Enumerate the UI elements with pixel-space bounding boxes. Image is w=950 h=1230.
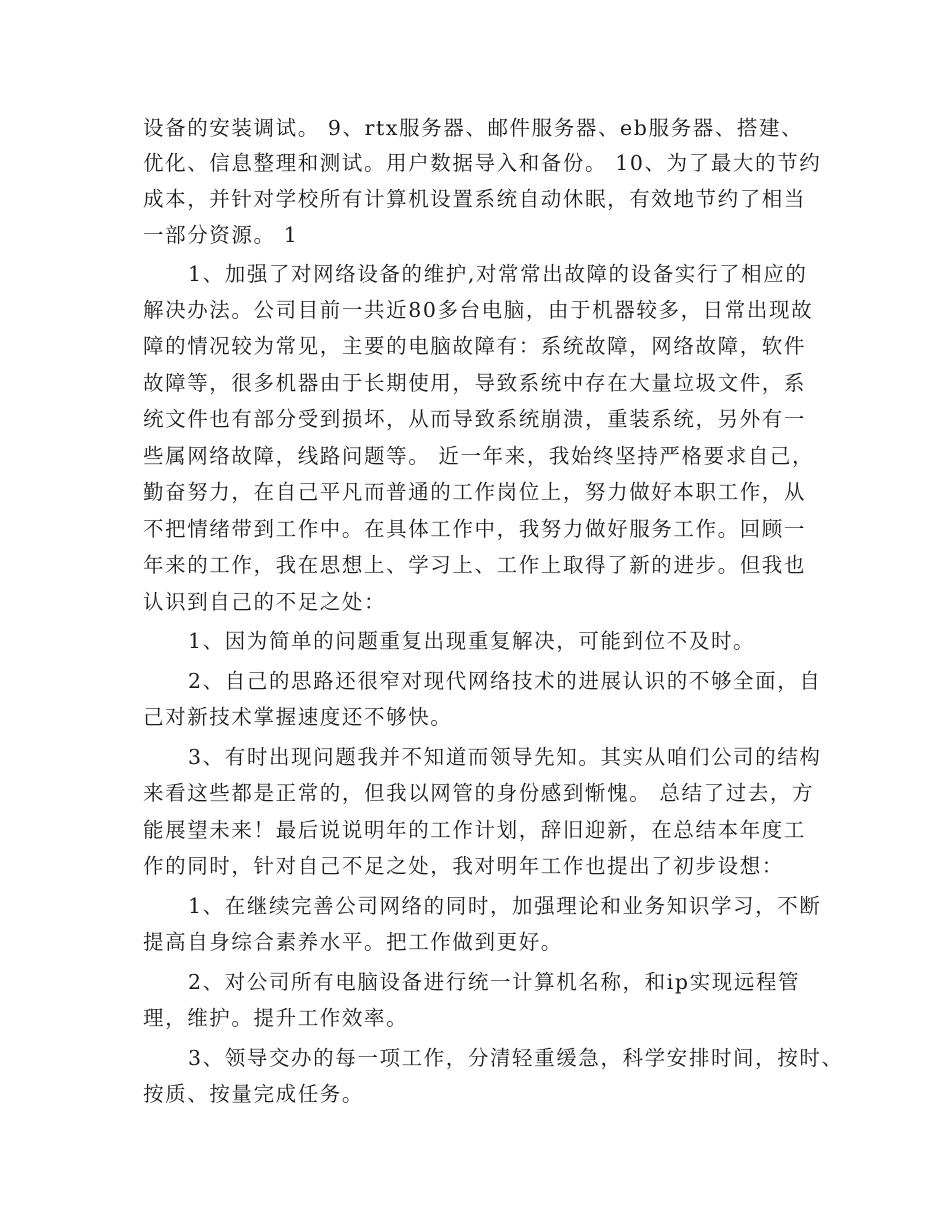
text-line: 故障等，很多机器由于长期使用，导致系统中存在大量垃圾文件，系 [143,371,806,395]
text-line: 作的同时，针对自己不足之处，我对明年工作也提出了初步设想： [143,854,784,878]
paragraph-first-line: 1、加强了对网络设备的维护,对常常出故障的设备实行了相应的 [188,262,808,286]
paragraph-first-line: 2、对公司所有电脑设备进行统一计算机名称，和ip实现远程管 [188,970,801,994]
text-line: 成本，并针对学校所有计算机设置系统自动休眠，有效地节约了相当 [143,187,806,211]
text-line: 按质、按量完成任务。 [143,1082,364,1106]
text-line: 设备的安装调试。 9、rtx服务器、邮件服务器、eb服务器、搭建、 [143,116,804,140]
text-line: 认识到自己的不足之处： [143,590,387,614]
text-line: 年来的工作，我在思想上、学习上、工作上取得了新的进步。但我也 [143,553,806,577]
text-line: 些属网络故障，线路问题等。 近一年来，我始终坚持严格要求自己， [143,444,815,468]
text-line: 己对新技术掌握速度还不够快。 [143,705,453,729]
paragraph-first-line: 1、因为简单的问题重复出现重复解决，可能到位不及时。 [188,629,756,653]
text-line: 不把情绪带到工作中。在具体工作中，我努力做好服务工作。回顾一 [143,517,806,541]
text-line: 提高自身综合素养水平。把工作做到更好。 [143,930,563,954]
paragraph-first-line: 3、有时出现问题我并不知道而领导先知。其实从咱们公司的结构 [188,745,822,769]
text-line: 优化、信息整理和测试。用户数据导入和备份。 10、为了最大的节约 [143,151,822,175]
paragraph-first-line: 1、在继续完善公司网络的同时，加强理论和业务知识学习，不断 [188,894,822,918]
text-line: 障的情况较为常见，主要的电脑故障有：系统故障，网络故障，软件 [143,334,806,358]
text-line: 理，维护。提升工作效率。 [143,1006,409,1030]
text-line: 能展望未来！最后说说明年的工作计划，辞旧迎新，在总结本年度工 [143,818,806,842]
paragraph-first-line: 3、领导交办的每一项工作，分清轻重缓急，科学安排时间，按时、 [188,1046,844,1070]
text-line: 来看这些都是正常的，但我以网管的身份感到惭愧。 总结了过去，方 [143,781,815,805]
paragraph-first-line: 2、自己的思路还很窄对现代网络技术的进展认识的不够全面，自 [188,669,822,693]
text-line: 一部分资源。 1 [143,223,299,247]
text-line: 勤奋努力，在自己平凡而普通的工作岗位上，努力做好本职工作，从 [143,480,806,504]
text-line: 解决办法。公司目前一共近80多台电脑，由于机器较多，日常出现故 [143,298,814,322]
text-line: 统文件也有部分受到损坏，从而导致系统崩溃，重装系统，另外有一 [143,407,806,431]
